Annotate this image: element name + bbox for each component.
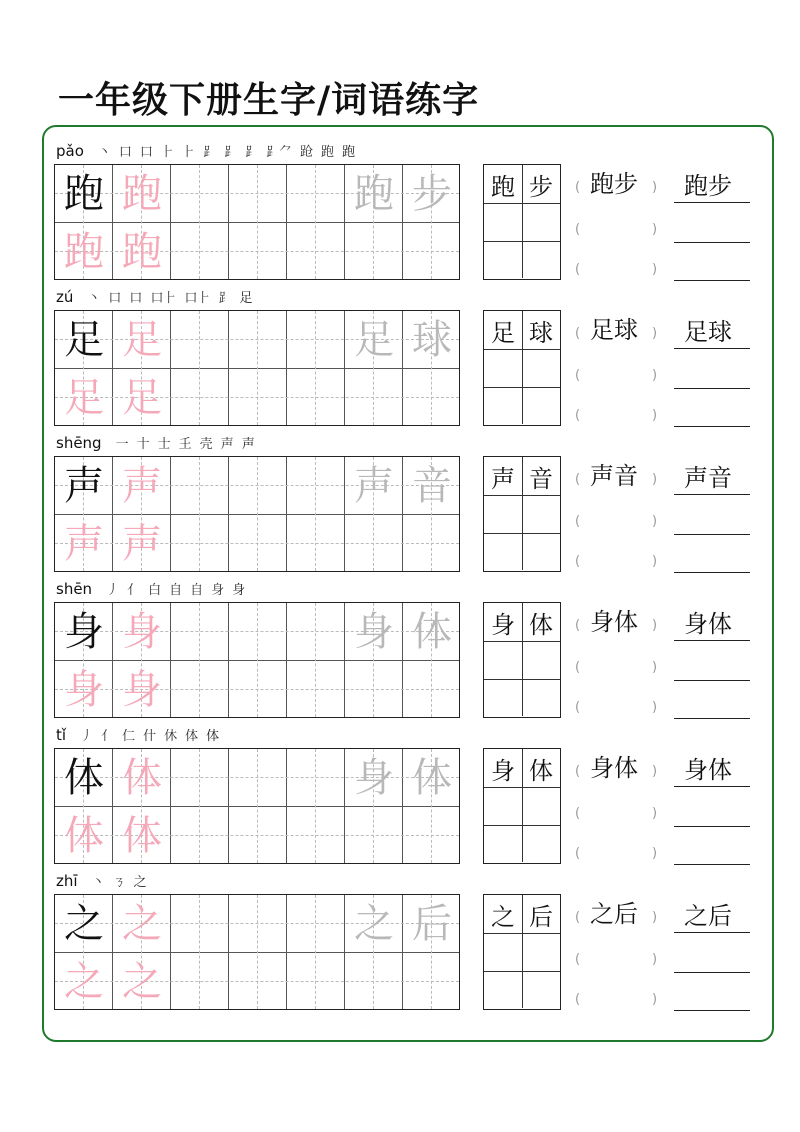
- guide-line: [257, 311, 258, 425]
- pinyin-label: zhī: [56, 872, 78, 890]
- bracket-mark: ): [652, 660, 658, 675]
- bracket-mark: (: [575, 222, 581, 237]
- trace-character: 跑: [122, 171, 162, 217]
- word-box: [483, 748, 561, 864]
- trace-character: 身: [64, 667, 104, 713]
- bracket-mark: (: [575, 326, 581, 341]
- underline-word: 足球: [684, 318, 732, 346]
- bracket-mark: (: [575, 618, 581, 633]
- stroke-step: ⺊: [181, 145, 195, 160]
- trace-character: 足: [64, 375, 104, 421]
- trace-character: 之: [354, 901, 394, 947]
- character-entry: [0, 288, 800, 434]
- stroke-step: 一: [115, 437, 129, 452]
- bracket-word: 足球: [590, 316, 638, 344]
- bracket-mark: (: [575, 992, 581, 1007]
- trace-character: 球: [412, 317, 452, 363]
- stroke-order-line: [56, 432, 255, 452]
- practice-cell: [55, 603, 113, 661]
- stroke-step: ⺊: [160, 145, 174, 160]
- stroke-step: 丿: [80, 729, 94, 744]
- writing-underline: [674, 680, 750, 681]
- writing-underline: [674, 348, 750, 349]
- practice-cell: [113, 661, 171, 719]
- practice-cell: [403, 457, 461, 515]
- character-entry: [0, 872, 800, 1018]
- stroke-step: 丿: [106, 583, 120, 598]
- pinyin-label: shēng: [56, 434, 102, 452]
- word-character: 步: [529, 172, 553, 201]
- writing-underline: [674, 932, 750, 933]
- trace-character: 身: [122, 609, 162, 655]
- bracket-mark: (: [575, 180, 581, 195]
- stroke-order-line: [56, 286, 253, 306]
- bracket-mark: ): [652, 846, 658, 861]
- writing-underline: [674, 572, 750, 573]
- writing-underline: [674, 280, 750, 281]
- practice-cell: [403, 165, 461, 223]
- writing-underline: [674, 426, 750, 427]
- guide-line: [315, 895, 316, 1009]
- trace-character: 之: [122, 959, 162, 1005]
- practice-cell: [55, 457, 113, 515]
- stroke-step: 𡈼: [178, 437, 192, 452]
- model-character: 足: [64, 317, 104, 363]
- stroke-step: 什: [143, 729, 157, 744]
- page-title: 一年级下册生字/词语练字: [58, 79, 480, 121]
- trace-character: 音: [412, 463, 452, 509]
- model-character: 体: [64, 755, 104, 801]
- stroke-order-line: [56, 724, 219, 744]
- stroke-step: 体: [185, 729, 199, 744]
- model-character: 之: [64, 901, 104, 947]
- practice-cell: [113, 369, 171, 427]
- guide-line: [199, 311, 200, 425]
- practice-cell: [113, 895, 171, 953]
- bracket-mark: ): [652, 764, 658, 779]
- guide-line: [257, 457, 258, 571]
- writing-underline: [674, 786, 750, 787]
- practice-cell: [113, 953, 171, 1011]
- practice-cell: [55, 515, 113, 573]
- word-box: [483, 602, 561, 718]
- bracket-mark: ): [652, 180, 658, 195]
- stroke-step: 亻: [127, 583, 141, 598]
- character-entry: [0, 726, 800, 872]
- trace-character: 身: [122, 667, 162, 713]
- guide-line: [257, 749, 258, 863]
- stroke-step: 口: [129, 291, 143, 306]
- stroke-step: 跑: [342, 145, 356, 160]
- bracket-mark: (: [575, 910, 581, 925]
- stroke-step: 口: [139, 145, 153, 160]
- practice-cell: [113, 807, 171, 865]
- practice-cell: [55, 661, 113, 719]
- bracket-mark: (: [575, 700, 581, 715]
- writing-grid: [54, 456, 460, 572]
- stroke-order-line: [56, 140, 355, 160]
- writing-underline: [674, 202, 750, 203]
- practice-cell: [403, 603, 461, 661]
- underline-word: 之后: [684, 902, 732, 930]
- trace-character: 体: [412, 755, 452, 801]
- guide-line: [199, 165, 200, 279]
- guide-line: [199, 457, 200, 571]
- practice-cell: [113, 165, 171, 223]
- bracket-mark: (: [575, 514, 581, 529]
- stroke-step: 丶: [91, 875, 105, 890]
- bracket-mark: ): [652, 326, 658, 341]
- stroke-step: 丶: [87, 291, 101, 306]
- trace-character: 体: [122, 755, 162, 801]
- practice-cell: [345, 311, 403, 369]
- pinyin-label: shēn: [56, 580, 93, 598]
- trace-character: 之: [64, 959, 104, 1005]
- writing-underline: [674, 640, 750, 641]
- bracket-mark: ): [652, 806, 658, 821]
- practice-cell: [345, 165, 403, 223]
- pinyin-label: tǐ: [56, 726, 67, 744]
- stroke-order-line: [56, 578, 245, 598]
- character-entry: [0, 142, 800, 288]
- bracket-mark: (: [575, 660, 581, 675]
- practice-cell: [55, 311, 113, 369]
- writing-grid: [54, 164, 460, 280]
- practice-cell: [55, 807, 113, 865]
- word-character: 球: [529, 318, 553, 347]
- word-character: 身: [491, 756, 515, 785]
- writing-underline: [674, 1010, 750, 1011]
- stroke-step: 士: [157, 437, 171, 452]
- bracket-mark: (: [575, 764, 581, 779]
- bracket-mark: (: [575, 408, 581, 423]
- writing-underline: [674, 718, 750, 719]
- trace-character: 跑: [354, 171, 394, 217]
- stroke-step: ⻊: [223, 145, 237, 160]
- guide-line: [315, 603, 316, 717]
- bracket-mark: ): [652, 952, 658, 967]
- writing-grid: [54, 748, 460, 864]
- bracket-mark: ): [652, 222, 658, 237]
- guide-line: [315, 457, 316, 571]
- practice-cell: [55, 223, 113, 281]
- practice-cell: [113, 515, 171, 573]
- trace-character: 之: [122, 901, 162, 947]
- stroke-step: ⻊: [202, 145, 216, 160]
- practice-cell: [113, 311, 171, 369]
- trace-character: 步: [412, 171, 452, 217]
- practice-cell: [403, 895, 461, 953]
- stroke-step: 丶: [97, 145, 111, 160]
- word-character: 之: [491, 902, 515, 931]
- trace-character: 后: [412, 901, 452, 947]
- stroke-step: 口: [118, 145, 132, 160]
- bracket-mark: (: [575, 262, 581, 277]
- stroke-step: 口⺊: [184, 291, 211, 306]
- bracket-mark: (: [575, 806, 581, 821]
- underline-word: 声音: [684, 464, 732, 492]
- trace-character: 声: [122, 463, 162, 509]
- word-character: 身: [491, 610, 515, 639]
- guide-line: [257, 603, 258, 717]
- word-character: 后: [529, 902, 553, 931]
- stroke-step: 体: [206, 729, 220, 744]
- bracket-mark: ): [652, 700, 658, 715]
- stroke-step: 之: [133, 875, 147, 890]
- stroke-step: ⻊: [218, 291, 232, 306]
- model-character: 声: [64, 463, 104, 509]
- bracket-word: 声音: [590, 462, 638, 490]
- practice-cell: [55, 749, 113, 807]
- stroke-step: 足: [239, 291, 253, 306]
- trace-character: 声: [354, 463, 394, 509]
- practice-cell: [345, 603, 403, 661]
- trace-character: 足: [122, 375, 162, 421]
- bracket-word: 身体: [590, 754, 638, 782]
- writing-underline: [674, 494, 750, 495]
- trace-character: 体: [412, 609, 452, 655]
- stroke-step: 身: [232, 583, 246, 598]
- underline-word: 身体: [684, 610, 732, 638]
- trace-character: 声: [64, 521, 104, 567]
- practice-cell: [345, 895, 403, 953]
- word-character: 体: [529, 610, 553, 639]
- guide-line: [257, 895, 258, 1009]
- bracket-mark: ): [652, 992, 658, 1007]
- word-box: [483, 310, 561, 426]
- trace-character: 身: [354, 609, 394, 655]
- character-entry: [0, 434, 800, 580]
- guide-line: [315, 311, 316, 425]
- bracket-mark: (: [575, 846, 581, 861]
- practice-cell: [345, 457, 403, 515]
- practice-cell: [55, 953, 113, 1011]
- stroke-step: 口⺊: [150, 291, 177, 306]
- writing-grid: [54, 894, 460, 1010]
- word-box: [483, 894, 561, 1010]
- word-character: 音: [529, 464, 553, 493]
- stroke-step: ⻊⺈: [266, 145, 293, 160]
- practice-cell: [55, 895, 113, 953]
- bracket-mark: ): [652, 368, 658, 383]
- guide-line: [199, 749, 200, 863]
- guide-line: [257, 165, 258, 279]
- practice-cell: [113, 223, 171, 281]
- trace-character: 声: [122, 521, 162, 567]
- pinyin-label: pǎo: [56, 142, 84, 160]
- trace-character: 体: [64, 813, 104, 859]
- stroke-step: 白: [148, 583, 162, 598]
- trace-character: 跑: [122, 229, 162, 275]
- guide-line: [315, 165, 316, 279]
- stroke-step: 口: [108, 291, 122, 306]
- underline-word: 跑步: [684, 172, 732, 200]
- word-character: 跑: [491, 172, 515, 201]
- stroke-step: 壳: [199, 437, 213, 452]
- guide-line: [199, 603, 200, 717]
- practice-cell: [113, 749, 171, 807]
- practice-cell: [403, 749, 461, 807]
- stroke-step: 十: [136, 437, 150, 452]
- trace-character: 跑: [64, 229, 104, 275]
- writing-grid: [54, 602, 460, 718]
- bracket-mark: ): [652, 554, 658, 569]
- stroke-step: ⻊: [245, 145, 259, 160]
- word-box: [483, 456, 561, 572]
- stroke-step: 跑: [321, 145, 335, 160]
- writing-underline: [674, 242, 750, 243]
- word-box: [483, 164, 561, 280]
- writing-underline: [674, 972, 750, 973]
- trace-character: 足: [122, 317, 162, 363]
- stroke-order-line: [56, 870, 147, 890]
- word-character: 足: [491, 318, 515, 347]
- writing-underline: [674, 388, 750, 389]
- practice-cell: [113, 457, 171, 515]
- stroke-step: 身: [211, 583, 225, 598]
- underline-word: 身体: [684, 756, 732, 784]
- writing-grid: [54, 310, 460, 426]
- stroke-step: 自: [190, 583, 204, 598]
- guide-line: [199, 895, 200, 1009]
- bracket-mark: (: [575, 554, 581, 569]
- bracket-mark: ): [652, 514, 658, 529]
- model-character: 跑: [64, 171, 104, 217]
- word-character: 声: [491, 464, 515, 493]
- bracket-mark: (: [575, 472, 581, 487]
- model-character: 身: [64, 609, 104, 655]
- bracket-mark: ): [652, 910, 658, 925]
- trace-character: 体: [122, 813, 162, 859]
- writing-underline: [674, 864, 750, 865]
- bracket-mark: (: [575, 368, 581, 383]
- trace-character: 足: [354, 317, 394, 363]
- practice-cell: [113, 603, 171, 661]
- stroke-step: 自: [169, 583, 183, 598]
- stroke-step: ㄋ: [112, 875, 126, 890]
- practice-cell: [55, 165, 113, 223]
- practice-cell: [55, 369, 113, 427]
- bracket-mark: ): [652, 618, 658, 633]
- bracket-word: 身体: [590, 608, 638, 636]
- pinyin-label: zú: [56, 288, 74, 306]
- guide-line: [315, 749, 316, 863]
- practice-cell: [403, 311, 461, 369]
- stroke-step: 声: [241, 437, 255, 452]
- practice-cell: [345, 749, 403, 807]
- bracket-mark: ): [652, 472, 658, 487]
- bracket-mark: ): [652, 408, 658, 423]
- writing-underline: [674, 826, 750, 827]
- bracket-word: 跑步: [590, 170, 638, 198]
- writing-underline: [674, 534, 750, 535]
- character-entry: [0, 580, 800, 726]
- stroke-step: 声: [220, 437, 234, 452]
- stroke-step: 仁: [122, 729, 136, 744]
- stroke-step: 休: [164, 729, 178, 744]
- trace-character: 身: [354, 755, 394, 801]
- bracket-mark: (: [575, 952, 581, 967]
- bracket-mark: ): [652, 262, 658, 277]
- bracket-word: 之后: [590, 900, 638, 928]
- stroke-step: 跄: [300, 145, 314, 160]
- stroke-step: 亻: [101, 729, 115, 744]
- word-character: 体: [529, 756, 553, 785]
